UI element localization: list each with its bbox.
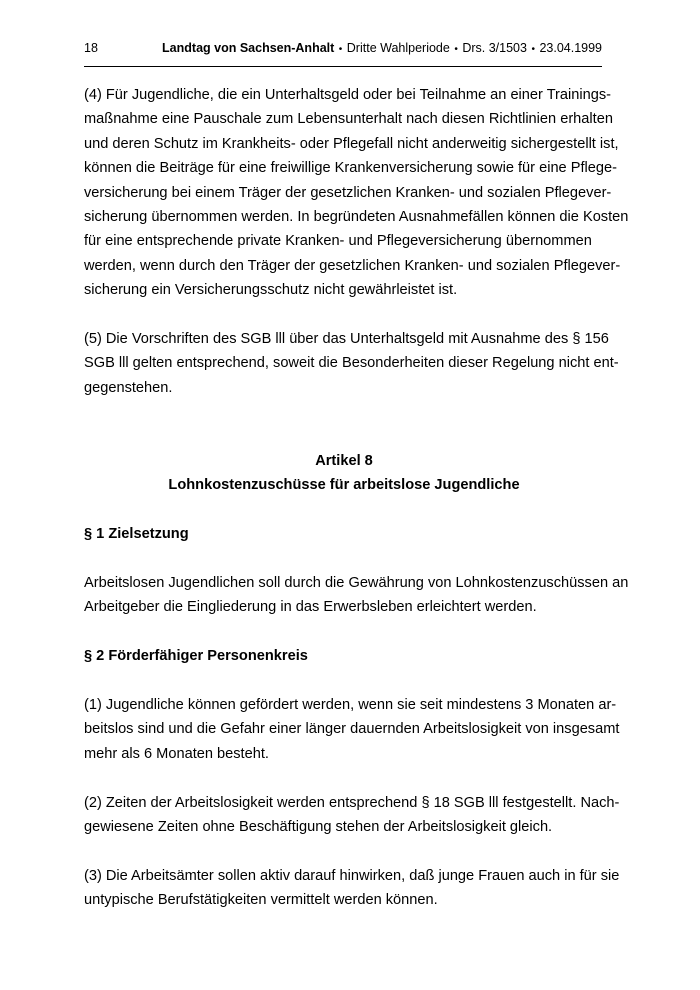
section-2-paragraph-2: [84, 791, 620, 840]
text-line: (5) Die Vorschriften des SGB lll über das Unterhaltsgeld mit Ausnahme des § 156: [84, 331, 609, 348]
section-2-heading: § 2 Förderfähiger Personenkreis: [84, 648, 308, 665]
text-line: werden, wenn durch den Träger der gesetzlichen Kranken- und sozialen Pflegever-: [84, 257, 621, 274]
article-title: Lohnkostenzuschüsse für arbeitslose Jugendliche: [168, 477, 520, 494]
document-date: 23.04.1999: [539, 41, 602, 55]
text-line: gewiesene Zeiten ohne Beschäftigung stehen der Arbeitslosigkeit gleich.: [84, 819, 553, 836]
text-line: sicherung übernommen werden. In begründeten Ausnahmefällen können die Kosten: [84, 209, 629, 226]
text-line: maßnahme eine Pauschale zum Lebensunterhalt nach diesen Richtlinien erhalten: [84, 111, 613, 128]
separator-bullet: •: [531, 44, 535, 55]
period: Dritte Wahlperiode: [346, 41, 450, 55]
text-line: für eine entsprechende private Kranken- und Pflegeversicherung übernommen: [84, 233, 592, 250]
text-line: versicherung bei einem Träger der gesetzlichen Kranken- und sozialen Pflegever-: [84, 184, 612, 201]
header-rule: [84, 66, 602, 67]
text-line: Arbeitslosen Jugendlichen soll durch die Gewährung von Lohnkostenzuschüssen an: [84, 575, 629, 592]
text-line: (2) Zeiten der Arbeitslosigkeit werden entsprechend § 18 SGB lll festgestellt. Nach-: [84, 794, 620, 811]
page-number: 18: [84, 41, 98, 55]
separator-bullet: •: [338, 44, 343, 55]
text-line: beitslos sind und die Gefahr einer länger dauernden Arbeitslosigkeit von insgesamt: [84, 721, 620, 738]
text-line: SGB lll gelten entsprechend, soweit die Besonderheiten dieser Regelung nicht ent-: [84, 355, 619, 372]
text-line: und deren Schutz im Krankheits- oder Pflegefall nicht anderweitig sichergestellt ist,: [84, 135, 619, 152]
article-heading: [84, 449, 604, 498]
text-line: gegenstehen.: [84, 379, 173, 396]
section-2-paragraph-1: [84, 693, 620, 766]
article-number: Artikel 8: [315, 453, 373, 470]
section-2-paragraph-3: [84, 864, 620, 913]
text-line: mehr als 6 Monaten besteht.: [84, 745, 269, 762]
section-1-text: [84, 571, 629, 620]
text-line: Arbeitgeber die Eingliederung in das Erwerbsleben erleichtert werden.: [84, 599, 537, 616]
text-line: sicherung ein Versicherungsschutz nicht gewährleistet ist.: [84, 282, 458, 299]
text-line: (1) Jugendliche können gefördert werden, wenn sie seit mindestens 3 Monaten ar-: [84, 697, 617, 714]
paragraph-4: [84, 83, 629, 303]
document-body: [84, 83, 629, 913]
document-number: Drs. 3/1503: [462, 41, 527, 55]
section-1-heading: § 1 Zielsetzung: [84, 526, 189, 543]
page-header: [84, 40, 602, 56]
text-line: können die Beiträge für eine freiwillige Krankenversicherung sowie für eine Pflege-: [84, 160, 617, 177]
text-line: (4) Für Jugendliche, die ein Unterhaltsgeld oder bei Teilnahme an einer Trainings-: [84, 87, 612, 103]
running-header: [162, 40, 602, 58]
paragraph-5: [84, 327, 619, 400]
separator-bullet: •: [454, 44, 458, 55]
text-line: untypische Berufstätigkeiten vermittelt werden können.: [84, 892, 438, 909]
text-line: (3) Die Arbeitsämter sollen aktiv darauf hinwirken, daß junge Frauen auch in für sie: [84, 867, 620, 884]
publisher: Landtag von Sachsen-Anhalt: [162, 41, 335, 55]
